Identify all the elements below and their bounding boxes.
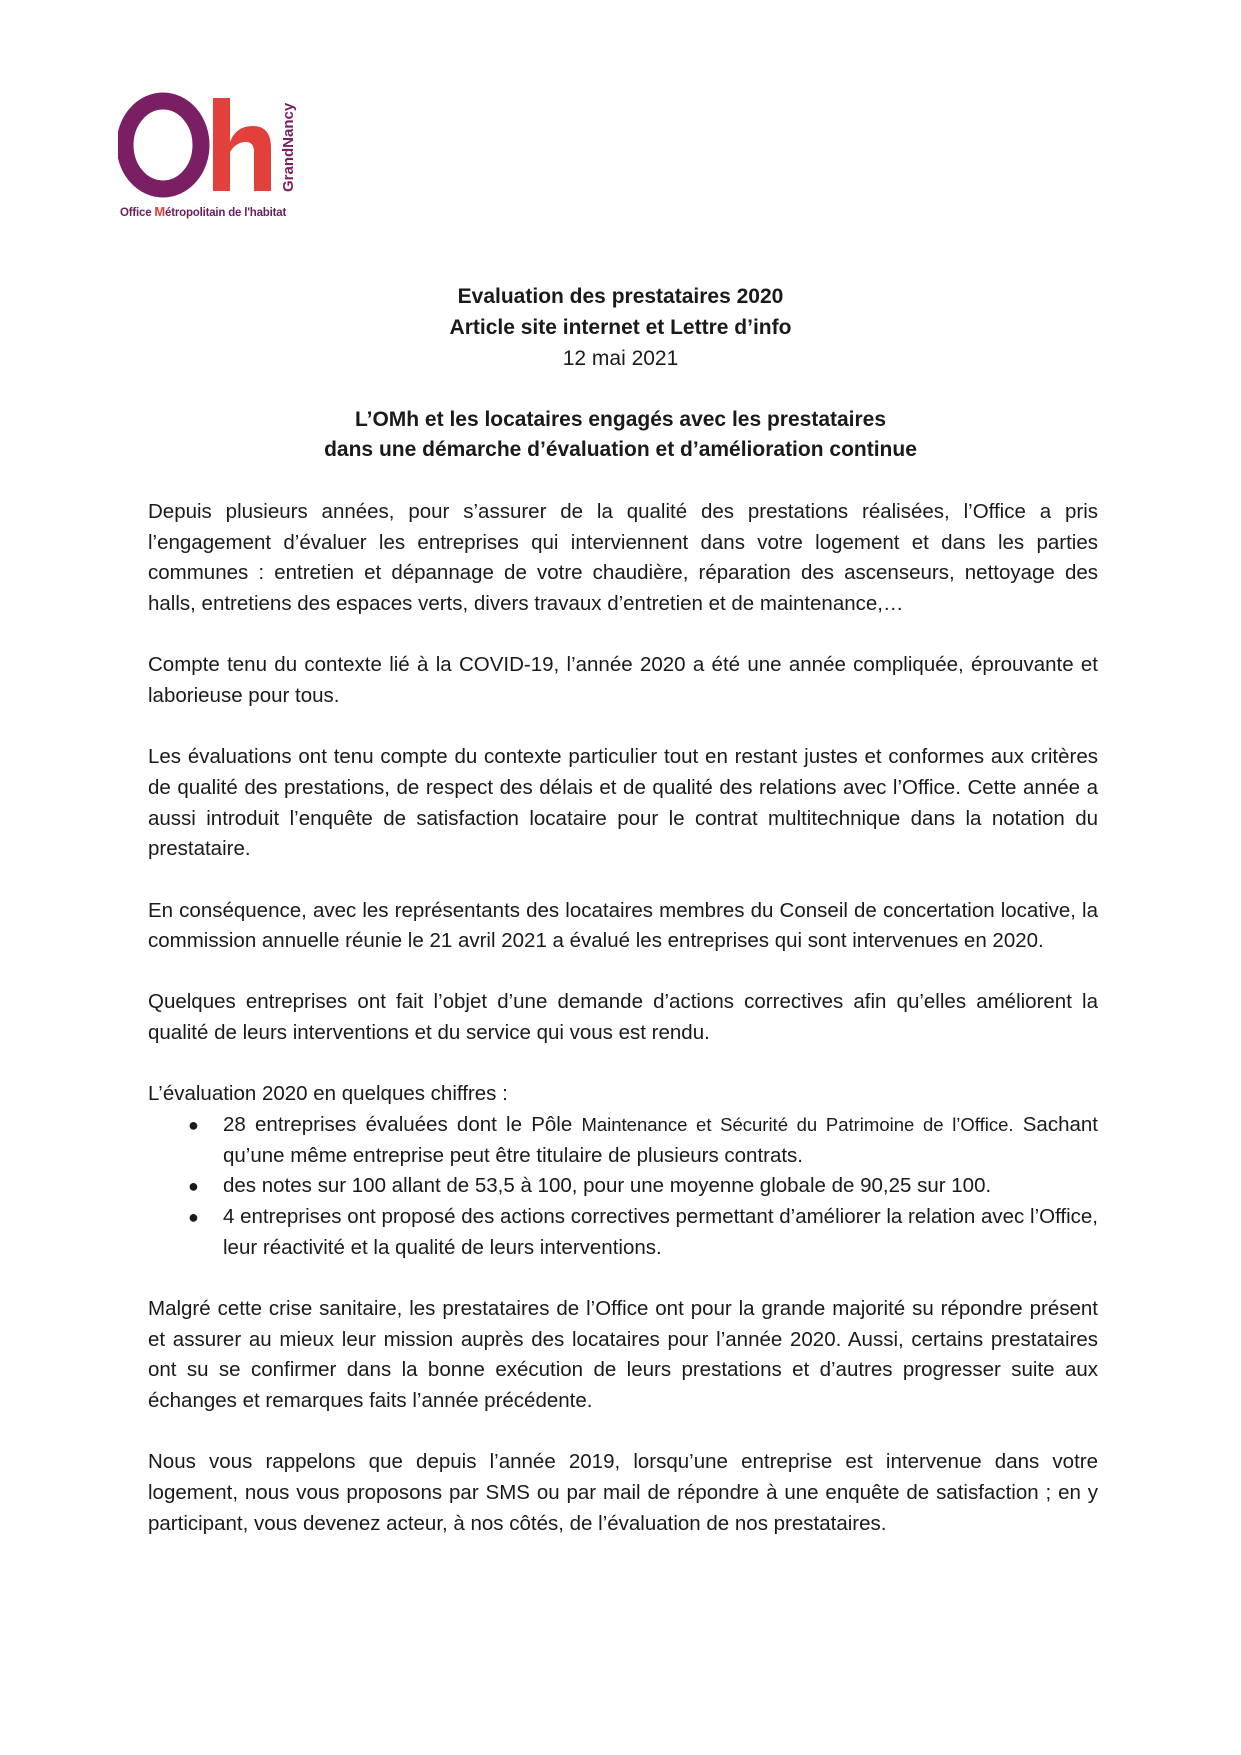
document-date: 12 mai 2021: [562, 347, 679, 370]
bullet-2-text: des notes sur 100 allant de 53,5 à 100, pour une moyenne globale de 90,25 sur 100.: [223, 1174, 992, 1198]
bullet-1-small: Maintenance et Sécurité du Patrimoine de l’Office.: [581, 1114, 1014, 1136]
paragraph-7: Nous vous rappelons que depuis l’année 2019, lorsqu’une entreprise est intervenue dans votre logement, nous vous proposons par SMS ou par mail de répondre à une enquête de satisfaction ; en y participant, vous devenez acteur, à nos côtés, de l’évaluation de nos prestataires.: [148, 1450, 1098, 1535]
list-item: [188, 1202, 1098, 1263]
bullet-1-post: Sachant qu’une même entreprise peut être titulaire de plusieurs contrats.: [223, 1113, 1098, 1167]
document-subtitle: Article site internet et Lettre d’info: [449, 316, 792, 339]
paragraph-4: En conséquence, avec les représentants des locataires membres du Conseil de concertation locative, la commission annuelle réunie le 21 avril 2021 a évalué les entreprises qui sont intervenues en 2020.: [148, 898, 1098, 953]
bullet-1-pre: 28 entreprises évaluées dont le Pôle: [223, 1113, 582, 1137]
logo-letter-h-arch: [230, 126, 271, 191]
document-header: [0, 281, 1241, 374]
article-headline: [0, 405, 1241, 465]
list-intro: L’évaluation 2020 en quelques chiffres :: [148, 1082, 508, 1106]
list-item: [188, 1171, 1098, 1202]
paragraph-1: Depuis plusieurs années, pour s’assurer de la qualité des prestations réalisées, l’Office a pris l’engagement d’évaluer les entreprises qui interviennent dans votre logement et dans les parties communes : entretien et dépannage de votre chaudière, réparation des ascenseurs, nettoyage des halls, entretiens des espaces verts, divers travaux d’entretien et de maintenance,…: [148, 500, 1098, 616]
bullet-icon: ●: [188, 1207, 199, 1228]
paragraph-3: Les évaluations ont tenu compte du contexte particulier tout en restant justes et conformes aux critères de qualité des prestations, de respect des délais et de qualité des relations avec l’Office. Cette année a aussi introduit l’enquête de satisfaction locataire pour le contrat multitechnique dans la notation du prestataire.: [148, 745, 1098, 861]
logo-tagline-post: étropolitain de l'habitat: [165, 207, 287, 219]
paragraph-5: Quelques entreprises ont fait l’objet d’une demande d’actions correctives afin qu’elles améliorent la qualité de leurs interventions et du service qui vous est rendu.: [148, 990, 1098, 1045]
headline-line-1: L’OMh et les locataires engagés avec les prestataires: [354, 408, 887, 431]
bullet-3-text: 4 entreprises ont proposé des actions correctives permettant d’améliorer la relation avec l’Office, leur réactivité et la qualité de leurs interventions.: [223, 1205, 1098, 1259]
headline-line-2: dans une démarche d’évaluation et d’amélioration continue: [324, 438, 917, 461]
logo-side-text: GrandNancy: [280, 102, 297, 192]
logo-tagline: [120, 204, 286, 219]
logo-letter-o: [125, 101, 201, 189]
list-item: [188, 1110, 1098, 1171]
omh-logo: [118, 92, 328, 222]
article-body: [148, 497, 1098, 1570]
logo-letter-h-stem: [213, 98, 230, 191]
paragraph-6: Malgré cette crise sanitaire, les prestataires de l’Office ont pour la grande majorité su répondre présent et assurer au mieux leur mission auprès des locataires pour l’année 2020. Aussi, certains prestataires ont su se confirmer dans la bonne exécution de leurs prestations et d’autres progresser suite aux échanges et remarques faits l’année précédente.: [148, 1297, 1098, 1413]
document-title: Evaluation des prestataires 2020: [457, 285, 784, 308]
omh-logo-mark: [118, 92, 328, 202]
logo-tagline-pre: Office: [120, 207, 155, 219]
bullet-icon: ●: [188, 1176, 199, 1197]
logo-tagline-highlight: M: [154, 204, 166, 219]
figures-list: [148, 1110, 1098, 1264]
bullet-icon: ●: [188, 1115, 199, 1136]
paragraph-2: Compte tenu du contexte lié à la COVID-19, l’année 2020 a été une année compliquée, éprouvante et laborieuse pour tous.: [148, 653, 1098, 708]
